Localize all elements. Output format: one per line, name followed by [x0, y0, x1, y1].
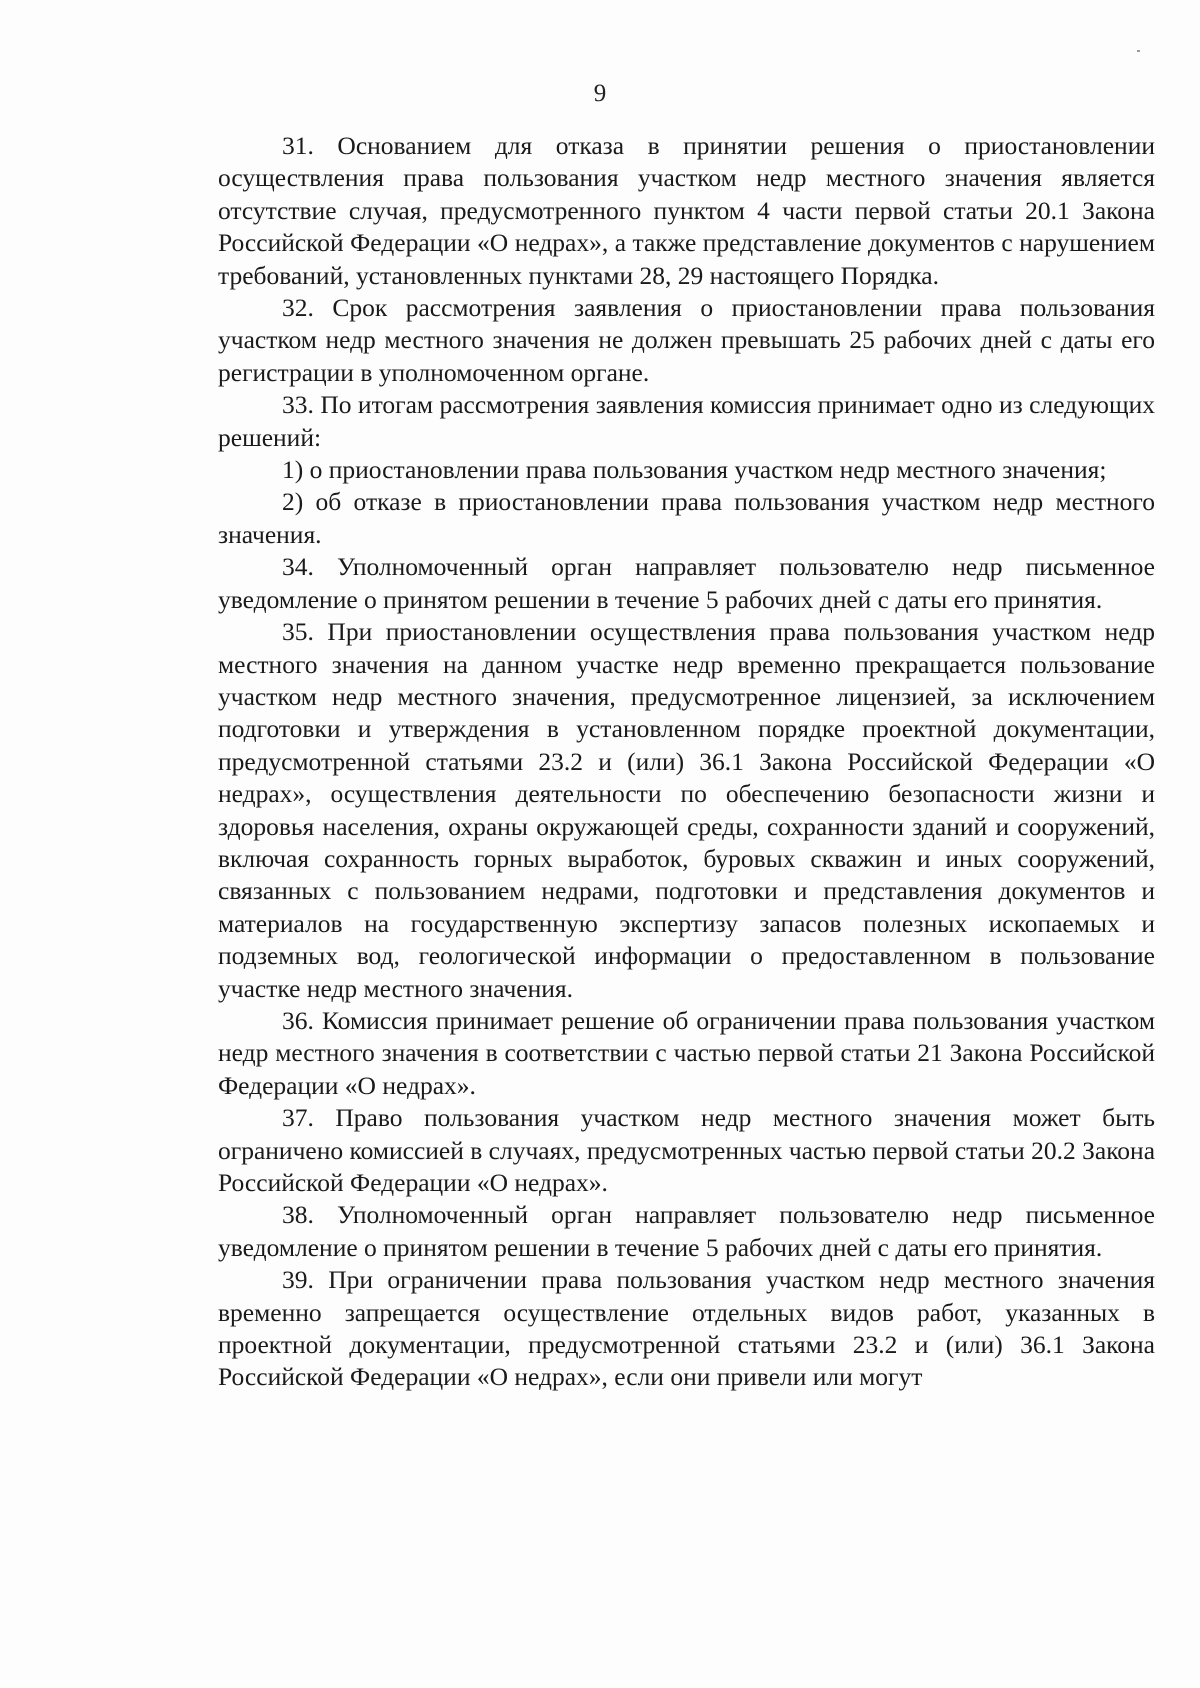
- paragraph-34: 34. Уполномоченный орган направляет пользователю недр письменное уведомление о принятом решении в течение 5 рабочих дней с даты его принятия.: [218, 552, 1155, 614]
- page-number: 9: [593, 80, 607, 107]
- paragraph-37: 37. Право пользования участком недр местного значения может быть ограничено комиссией в случаях, предусмотренных частью первой статьи 20.2 Закона Российской Федерации «О недрах».: [218, 1103, 1156, 1197]
- paragraph-35: 35. При приостановлении осуществления права пользования участком недр местного значения на данном участке недр временно прекращается пользование участком недр местного значения, предусмотренное лицензией, за исключением подготовки и утверждения в установленном порядке проектной документации, предусмотренной статьями 23.2 и (или) 36.1 Закона Российской Федерации «О недрах», осуществления деятельности по обеспечению безопасности жизни и здоровья населения, охраны окружающей среды, сохранности зданий и сооружений, включая сохранность горных выработок, буровых скважин и иных сооружений, связанных с пользованием недрами, подготовки и представления документов и материалов на государственную экспертизу запасов полезных ископаемых и подземных вод, геологической информации о предоставленном в пользование участке недр местного значения.: [218, 617, 1155, 1003]
- paragraph-31: 31. Основанием для отказа в принятии решения о приостановлении осуществления права пользования участком недр местного значения является отсутствие случая, предусмотренного пунктом 4 части первой статьи 20.1 Закона Российской Федерации «О недрах», а также представление документов с нарушением требований, установленных пунктами 28, 29 настоящего Порядка.: [218, 131, 1155, 290]
- paragraph-39: 39. При ограничении права пользования участком недр местного значения временно запрещается осуществление отдельных видов работ, указанных в проектной документации, предусмотренной статьями 23.2 и (или) 36.1 Закона Российской Федерации «О недрах», если они привели или могут: [218, 1265, 1155, 1392]
- paragraph-32: 32. Срок рассмотрения заявления о приостановлении права пользования участком недр местного значения не должен превышать 25 рабочих дней с даты его регистрации в уполномоченном органе.: [218, 293, 1155, 387]
- paragraph-38: 38. Уполномоченный орган направляет пользователю недр письменное уведомление о принятом решении в течение 5 рабочих дней с даты его принятия.: [218, 1200, 1155, 1262]
- paragraph-33: 33. По итогам рассмотрения заявления комиссия принимает одно из следующих решений:: [218, 390, 1155, 452]
- paragraph-33-item-1: 1) о приостановлении права пользования участком недр местного значения;: [282, 455, 1107, 485]
- paragraph-33-item-2: 2) об отказе в приостановлении права пользования участком недр местного значения.: [218, 487, 1155, 549]
- paragraph-36: 36. Комиссия принимает решение об ограничении права пользования участком недр местного значения в соответствии с частью первой статьи 21 Закона Российской Федерации «О недрах».: [218, 1005, 1155, 1100]
- document-body: [218, 130, 1155, 1394]
- scan-speck: [1137, 50, 1140, 52]
